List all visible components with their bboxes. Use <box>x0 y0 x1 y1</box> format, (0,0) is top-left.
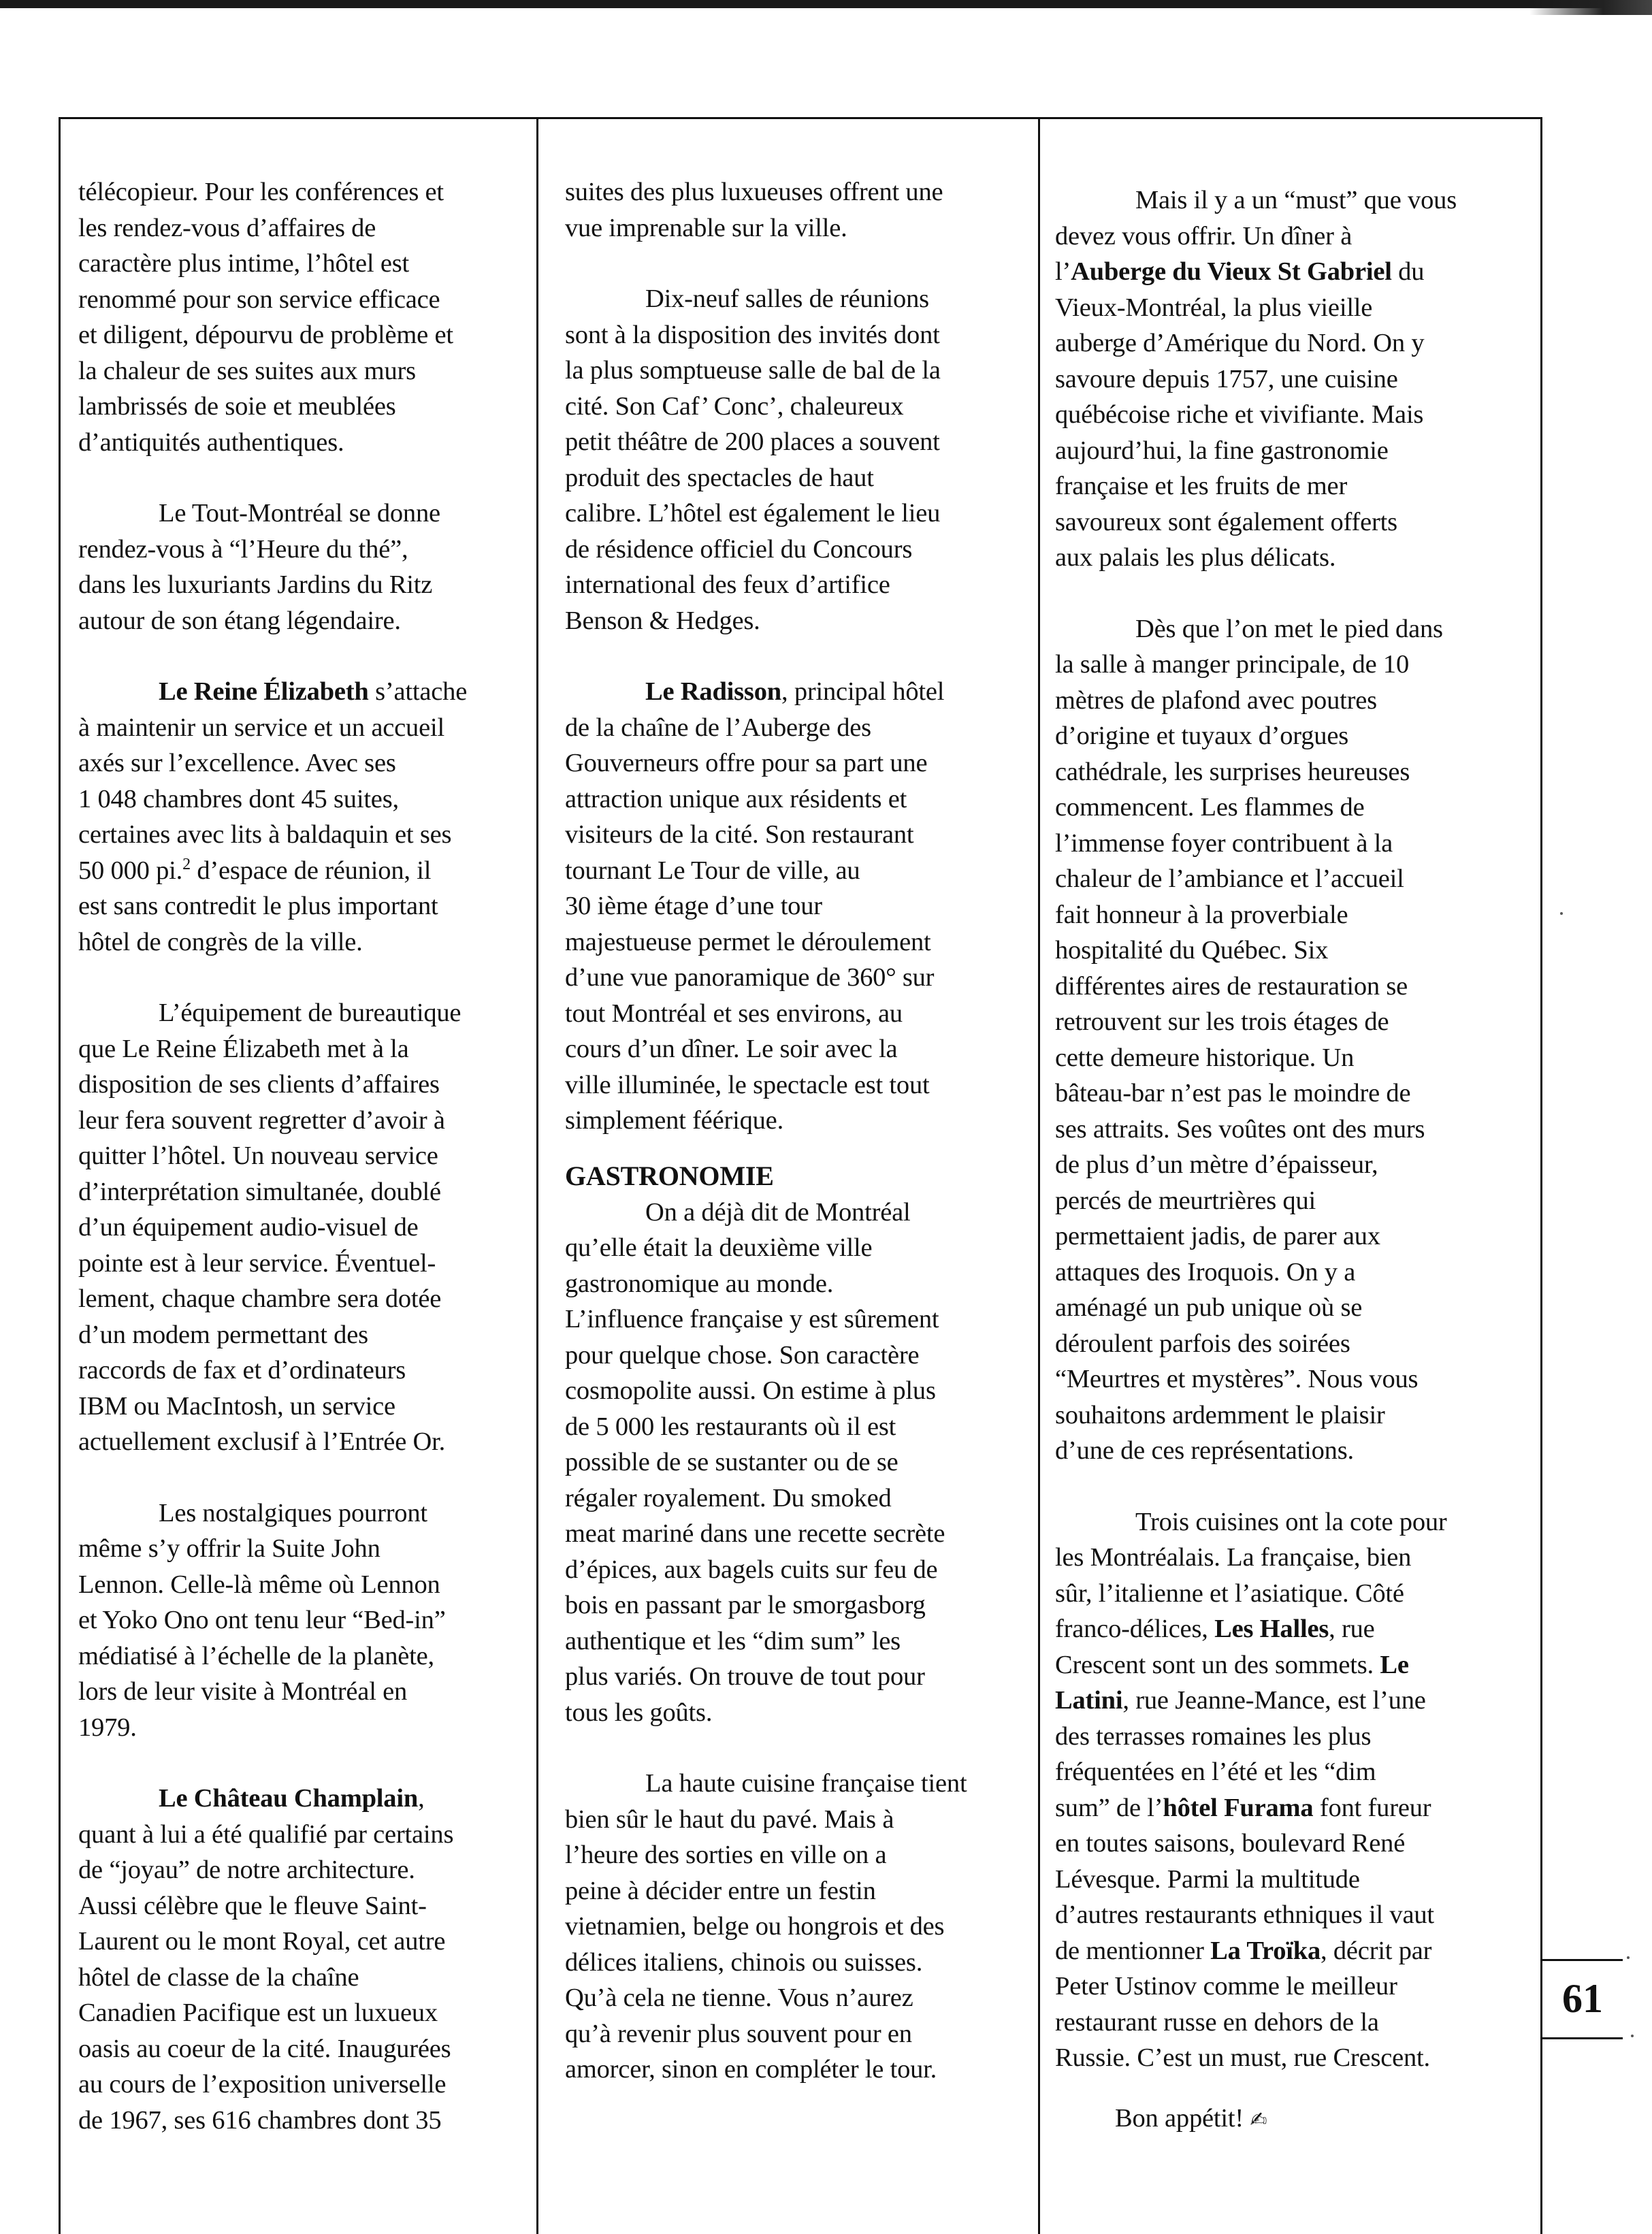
text-line: vietnamien, belge ou hongrois et des <box>565 1912 945 1941</box>
text-line: médiatisé à l’échelle de la planète, <box>78 1641 434 1670</box>
text-line: simplement féérique. <box>565 1106 783 1135</box>
text-line: leur fera souvent regretter d’avoir à <box>78 1105 445 1135</box>
text-line: Dès que l’on met le pied dans <box>1135 614 1443 643</box>
text-line: hôtel de congrès de la ville. <box>78 927 363 956</box>
text-line: produit des spectacles de haut <box>565 463 874 492</box>
text-line: les Montréalais. La française, bien <box>1055 1543 1412 1572</box>
text-line: L’influence française y est sûrement <box>565 1305 939 1333</box>
text-line: axés sur l’excellence. Avec ses <box>78 749 396 777</box>
text-line: et diligent, dépourvu de problème et <box>78 321 453 349</box>
text-line: même s’y offrir la Suite John <box>78 1534 380 1563</box>
section-heading: GASTRONOMIE <box>565 1160 774 1191</box>
text-line: d’origine et tuyaux d’orgues <box>1055 722 1348 750</box>
text-line: caractère plus intime, l’hôtel est <box>78 249 410 278</box>
page-number-box <box>1542 1959 1638 2039</box>
text-line: aménagé un pub unique où se <box>1055 1293 1363 1322</box>
text-line: amorcer, sinon en compléter le tour. <box>565 2055 937 2084</box>
text-line: lors de leur visite à Montréal en <box>78 1677 408 1706</box>
text-line: “Meurtres et mystères”. Nous vous <box>1055 1365 1419 1393</box>
text-line: Canadien Pacifique est un luxueux <box>78 1998 438 2027</box>
text-line: savoure depuis 1757, une cuisine <box>1055 364 1398 393</box>
text-line: vue imprenable sur la ville. <box>565 213 847 242</box>
text-line: de la chaîne de l’Auberge des <box>565 713 871 742</box>
text-line: la chaleur de ses suites aux murs <box>78 356 416 385</box>
text-line: d’épices, aux bagels cuits sur feu de <box>565 1555 938 1584</box>
text-line: d’un modem permettant des <box>78 1320 368 1349</box>
column-divider-1 <box>536 117 538 2234</box>
text-line: sont à la disposition des invités dont <box>565 320 940 349</box>
text-line: 50 000 pi.$^2$ d’espace de réunion, il <box>78 855 432 885</box>
text-line: fréquentées en l’été et les “dim <box>1055 1758 1376 1786</box>
text-line: des terrasses romaines les plus <box>1055 1721 1372 1751</box>
text-line: petit théâtre de 200 places a souvent <box>565 427 940 456</box>
text-line: l’Auberge du Vieux St Gabriel du <box>1055 257 1425 286</box>
text-line: dans les luxuriants Jardins du Ritz <box>78 570 433 599</box>
text-line: Les nostalgiques pourront <box>159 1498 427 1527</box>
text-line: disposition de ses clients d’affaires <box>78 1070 440 1099</box>
text-line: actuellement exclusif à l’Entrée Or. <box>78 1427 446 1456</box>
text-line: quant à lui a été qualifié par certains <box>78 1819 454 1849</box>
text-line: cathédrale, les surprises heureuses <box>1055 757 1410 786</box>
text-line: visiteurs de la cité. Son restaurant <box>565 820 914 849</box>
text-line: IBM ou MacIntosh, un service <box>78 1391 395 1421</box>
text-line: d’une vue panoramique de 360° sur <box>565 963 935 992</box>
text-line: sum” de l’hôtel Furama font fureur <box>1055 1793 1431 1822</box>
text-line: oasis au coeur de la cité. Inaugurées <box>78 2034 451 2063</box>
scan-corner-mark <box>1529 0 1652 15</box>
text-line: Benson & Hedges. <box>565 606 760 635</box>
text-line: suites des plus luxueuses offrent une <box>565 178 943 206</box>
text-line: tous les goûts. <box>565 1698 713 1727</box>
text-line: l’heure des sorties en ville on a <box>565 1841 887 1869</box>
text-line: délices italiens, chinois ou suisses. <box>565 1947 923 1977</box>
text-line: lambrissés de soie et meublées <box>78 392 396 421</box>
text-line: devez vous offrir. Un dîner à <box>1055 221 1353 250</box>
text-line: la plus somptueuse salle de bal de la <box>565 356 941 385</box>
text-line: fait honneur à la proverbiale <box>1055 900 1348 929</box>
text-line: attraction unique aux résidents et <box>565 784 907 813</box>
text-line: d’antiquités authentiques. <box>78 427 344 457</box>
hotel-name-radisson: Le Radisson <box>645 677 781 706</box>
text-line: Peter Ustinov comme le meilleur <box>1055 1972 1397 2001</box>
text-line: permettaient jadis, de parer aux <box>1055 1222 1380 1250</box>
text-line: à maintenir un service et un accueil <box>78 713 444 742</box>
text-line: 1979. <box>78 1713 137 1742</box>
scan-speck <box>1631 2035 1634 2037</box>
text-line: 30 ième étage d’une tour <box>565 892 822 920</box>
text-line: chaleur de l’ambiance et l’accueil <box>1055 864 1404 893</box>
text-line: d’autres restaurants ethniques il vaut <box>1055 1900 1434 1929</box>
text-line: et Yoko Ono ont tenu leur “Bed-in” <box>78 1606 446 1634</box>
text-line: franco-délices, Les Halles, rue <box>1055 1615 1375 1643</box>
text-line: bien sûr le haut du pavé. Mais à <box>565 1804 894 1834</box>
text-line: meat mariné dans une recette secrète <box>565 1519 945 1548</box>
text-line: commencent. Les flammes de <box>1055 793 1365 822</box>
text-line: gastronomique au monde. <box>565 1269 834 1298</box>
text-line: Le Tout-Montréal se donne <box>159 499 440 528</box>
text-line: tournant Le Tour de ville, au <box>565 856 860 885</box>
text-line: d’une de ces représentations. <box>1055 1436 1354 1465</box>
scan-speck <box>1560 912 1563 915</box>
text-line: Lévesque. Parmi la multitude <box>1055 1864 1360 1894</box>
column-2 <box>565 174 1035 2088</box>
column-divider-2 <box>1038 117 1040 2234</box>
text-line: cours d’un dîner. Le soir avec la <box>565 1035 898 1063</box>
text-line: aujourd’hui, la fine gastronomie <box>1055 436 1389 465</box>
text-line: plus variés. On trouve de tout pour <box>565 1662 925 1691</box>
text-line: Russie. C’est un must, rue Crescent. <box>1055 2043 1430 2072</box>
text-line: tout Montréal et ses environs, au <box>565 999 903 1028</box>
text-line: d’un équipement audio-visuel de <box>78 1213 419 1242</box>
text-line: Laurent ou le mont Royal, cet autre <box>78 1927 446 1956</box>
column-3 <box>1055 182 1532 2138</box>
text-line: qu’elle était la deuxième ville <box>565 1233 873 1262</box>
hotel-name-reine-elizabeth: Le Reine Élizabeth <box>159 677 369 706</box>
text-line: attaques des Iroquois. On y a <box>1055 1257 1356 1286</box>
text-line: française et les fruits de mer <box>1055 472 1348 500</box>
text-line: Latini, rue Jeanne-Mance, est l’une <box>1055 1686 1426 1715</box>
text-line: ses attraits. Ses voûtes ont des murs <box>1055 1114 1425 1144</box>
text-line: cosmopolite aussi. On estime à plus <box>565 1376 936 1405</box>
text-line: calibre. L’hôtel est également le lieu <box>565 499 941 528</box>
restaurant-name-auberge: Auberge du Vieux St Gabriel <box>1071 257 1392 286</box>
text-line: différentes aires de restauration se <box>1055 971 1408 1001</box>
text-line: télécopieur. Pour les conférences et <box>78 178 444 206</box>
text-line: l’immense foyer contribuent à la <box>1055 828 1393 858</box>
text-line: L’équipement de bureautique <box>159 999 461 1027</box>
text-line: savoureux sont également offerts <box>1055 507 1397 536</box>
text-line: percés de meurtrières qui <box>1055 1186 1316 1215</box>
text-line: possible de se sustanter ou de se <box>565 1448 898 1476</box>
text-line: Dix-neuf salles de réunions <box>645 285 929 313</box>
text-line: Le Reine Élizabeth s’attache <box>159 677 468 706</box>
text-line: que Le Reine Élizabeth met à la <box>78 1034 409 1063</box>
text-line: Vieux-Montréal, la plus vieille <box>1055 293 1373 322</box>
restaurant-name-la-troika: La Troïka <box>1210 1936 1321 1965</box>
text-line: La haute cuisine française tient <box>645 1769 967 1798</box>
scan-top-edge <box>0 0 1652 8</box>
text-line: en toutes saisons, boulevard René <box>1055 1829 1406 1858</box>
text-line: déroulent parfois des soirées <box>1055 1329 1350 1358</box>
restaurant-name-latini: Latini <box>1055 1686 1123 1715</box>
scan-speck <box>1627 1956 1630 1959</box>
text-line: restaurant russe en dehors de la <box>1055 2007 1379 2037</box>
text-line: Crescent sont un des sommets. Le <box>1055 1650 1409 1679</box>
text-line: Gouverneurs offre pour sa part une <box>565 749 928 777</box>
text-line: cette demeure historique. Un <box>1055 1043 1355 1072</box>
text-line: peine à décider entre un festin <box>565 1876 876 1905</box>
text-line: de 5 000 les restaurants où il est <box>565 1412 896 1441</box>
text-line: québécoise riche et vivifiante. Mais <box>1055 400 1424 429</box>
text-line: de “joyau” de notre architecture. <box>78 1856 415 1884</box>
text-line: Le Château Champlain, <box>159 1784 425 1813</box>
text-line: bois en passant par le smorgasborg <box>565 1591 926 1619</box>
text-line: majestueuse permet le déroulement <box>565 927 931 956</box>
text-line: On a déjà dit de Montréal <box>645 1197 911 1227</box>
text-line: pour quelque chose. Son caractère <box>565 1340 920 1370</box>
text-line: pointe est à leur service. Éventuel- <box>78 1248 436 1278</box>
text-line: souhaitons ardemment le plaisir <box>1055 1400 1385 1429</box>
text-line: 1 048 chambres dont 45 suites, <box>78 784 399 813</box>
text-line: de résidence officiel du Concours <box>565 534 913 564</box>
page-number: 61 <box>1562 1976 1603 2021</box>
text-line: hospitalité du Québec. Six <box>1055 936 1329 965</box>
text-line: les rendez-vous d’affaires de <box>78 213 376 242</box>
page-number-rule-top <box>1542 1959 1623 1961</box>
text-line: rendez-vous à “l’Heure du thé”, <box>78 534 408 564</box>
text-line: aux palais les plus délicats. <box>1055 543 1336 572</box>
restaurant-name-furama: hôtel Furama <box>1163 1793 1314 1822</box>
text-line: authentique et les “dim sum” les <box>565 1626 901 1655</box>
text-line: retrouvent sur les trois étages de <box>1055 1007 1389 1036</box>
text-line: au cours de l’exposition universelle <box>78 2070 447 2099</box>
text-line: raccords de fax et d’ordinateurs <box>78 1356 406 1385</box>
text-line: mètres de plafond avec poutres <box>1055 685 1377 715</box>
text-line: renommé pour son service efficace <box>78 285 440 314</box>
page-number-rule-bottom <box>1542 2037 1623 2039</box>
hotel-name-chateau-champlain: Le Château Champlain <box>159 1784 419 1813</box>
text-line: régaler royalement. Du smoked <box>565 1483 892 1512</box>
text-line: Lennon. Celle-là même où Lennon <box>78 1570 440 1599</box>
text-line: est sans contredit le plus important <box>78 892 438 920</box>
text-line: autour de son étang légendaire. <box>78 606 401 635</box>
writing-hand-icon: ✍ <box>1250 2107 1267 2132</box>
text-line: lement, chaque chambre sera dotée <box>78 1284 442 1313</box>
text-line: la salle à manger principale, de 10 <box>1055 650 1410 679</box>
signoff: Bon appétit! ✍ <box>1115 2103 1267 2133</box>
text-line: Mais il y a un “must” que vous <box>1135 186 1457 214</box>
text-line: ville illuminée, le spectacle est tout <box>565 1070 930 1099</box>
text-line: bâteau-bar n’est pas le moindre de <box>1055 1079 1411 1107</box>
text-line: Qu’à cela ne tienne. Vous n’aurez <box>565 1984 913 2012</box>
text-line: auberge d’Amérique du Nord. On y <box>1055 329 1425 357</box>
text-line: cité. Son Caf’ Conc’, chaleureux <box>565 391 904 421</box>
text-line: Trois cuisines ont la cote pour <box>1135 1507 1447 1536</box>
restaurant-name-les-halles: Les Halles <box>1214 1615 1329 1643</box>
text-line: Aussi célèbre que le fleuve Saint- <box>78 1891 427 1920</box>
text-line: international des feux d’artifice <box>565 570 890 599</box>
text-line: de mentionner La Troïka, décrit par <box>1055 1936 1432 1965</box>
column-1 <box>78 174 531 2138</box>
text-line: qu’à revenir plus souvent pour en <box>565 2019 912 2048</box>
text-line: certaines avec lits à baldaquin et ses <box>78 820 452 849</box>
text-line: hôtel de classe de la chaîne <box>78 1962 359 1992</box>
text-line: Le Radisson, principal hôtel <box>645 677 945 706</box>
text-line: quitter l’hôtel. Un nouveau service <box>78 1142 438 1170</box>
text-line: d’interprétation simultanée, doublé <box>78 1177 441 1206</box>
text-line: de 1967, ses 616 chambres dont 35 <box>78 2105 442 2135</box>
text-line: de plus d’un mètre d’épaisseur, <box>1055 1150 1378 1179</box>
text-line: sûr, l’italienne et l’asiatique. Côté <box>1055 1579 1404 1608</box>
